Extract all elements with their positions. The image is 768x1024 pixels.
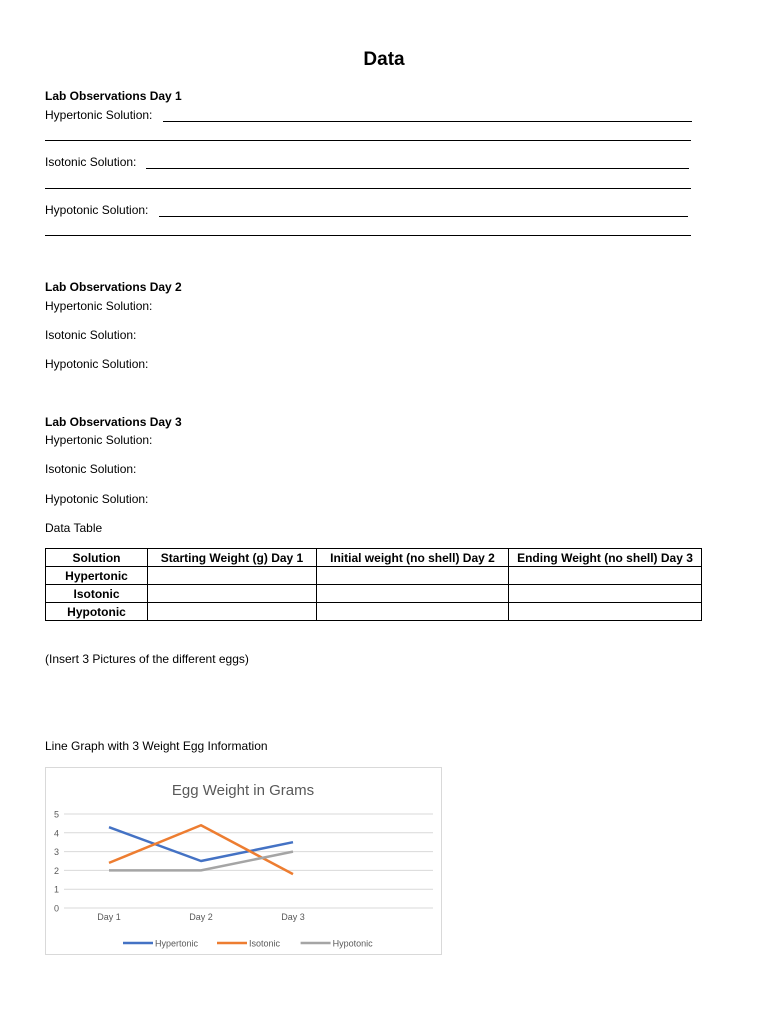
table-cell[interactable] [509, 585, 702, 603]
page-title: Data [363, 49, 405, 70]
answer-line[interactable] [45, 140, 691, 141]
day2-hypotonic-label: Hypotonic Solution: [45, 357, 149, 371]
answer-line[interactable] [45, 188, 691, 189]
y-tick-label: 1 [53, 884, 59, 895]
graph-label: Line Graph with 3 Weight Egg Information [45, 739, 268, 753]
table-cell[interactable] [148, 585, 317, 603]
day2-hypertonic-label: Hypertonic Solution: [45, 299, 153, 313]
line-chart[interactable] [45, 767, 442, 955]
table-header: Ending Weight (no shell) Day 3 [509, 549, 702, 567]
row-label: Hypotonic [46, 603, 148, 621]
day3-hypotonic-label: Hypotonic Solution: [45, 492, 149, 506]
row-label: Isotonic [46, 585, 148, 603]
table-header-row [46, 549, 702, 567]
series-line-hypertonic [109, 827, 293, 861]
x-tick-label: Day 2 [189, 912, 213, 922]
table-cell[interactable] [148, 603, 317, 621]
x-tick-label: Day 3 [281, 912, 305, 922]
answer-line[interactable] [146, 168, 689, 169]
table-cell[interactable] [509, 603, 702, 621]
y-tick-label: 0 [53, 903, 59, 914]
table-header: Starting Weight (g) Day 1 [148, 549, 317, 567]
table-cell[interactable] [509, 567, 702, 585]
day3-hypertonic-label: Hypertonic Solution: [45, 433, 153, 447]
data-table-label: Data Table [45, 521, 103, 535]
table-header: Solution [46, 549, 148, 567]
day1-hypotonic-label: Hypotonic Solution: [45, 203, 149, 217]
chart-canvas [46, 768, 441, 954]
answer-line[interactable] [163, 121, 692, 122]
pictures-note: (Insert 3 Pictures of the different eggs) [45, 652, 249, 666]
table-cell[interactable] [148, 567, 317, 585]
table-cell[interactable] [317, 603, 509, 621]
answer-line[interactable] [159, 216, 688, 217]
day3-isotonic-label: Isotonic Solution: [45, 462, 137, 476]
table-row [46, 603, 702, 621]
answer-line[interactable] [45, 235, 691, 236]
y-tick-label: 3 [53, 847, 59, 858]
table-header: Initial weight (no shell) Day 2 [317, 549, 509, 567]
day2-heading: Lab Observations Day 2 [45, 280, 182, 294]
table-cell[interactable] [317, 567, 509, 585]
chart-title: Egg Weight in Grams [171, 782, 315, 799]
y-tick-label: 4 [53, 828, 59, 839]
legend-label: Isotonic [249, 938, 281, 949]
y-tick-label: 5 [53, 809, 59, 820]
legend-label: Hypertonic [155, 938, 199, 949]
legend-label: Hypotonic [332, 938, 373, 949]
day1-hypertonic-label: Hypertonic Solution: [45, 108, 153, 122]
table-row [46, 567, 702, 585]
x-tick-label: Day 1 [97, 912, 121, 922]
day1-heading: Lab Observations Day 1 [45, 89, 182, 103]
y-tick-label: 2 [53, 865, 59, 876]
row-label: Hypertonic [46, 567, 148, 585]
table-row [46, 585, 702, 603]
day2-isotonic-label: Isotonic Solution: [45, 328, 137, 342]
day1-isotonic-label: Isotonic Solution: [45, 155, 137, 169]
day3-heading: Lab Observations Day 3 [45, 415, 182, 429]
table-cell[interactable] [317, 585, 509, 603]
data-table [45, 548, 702, 621]
